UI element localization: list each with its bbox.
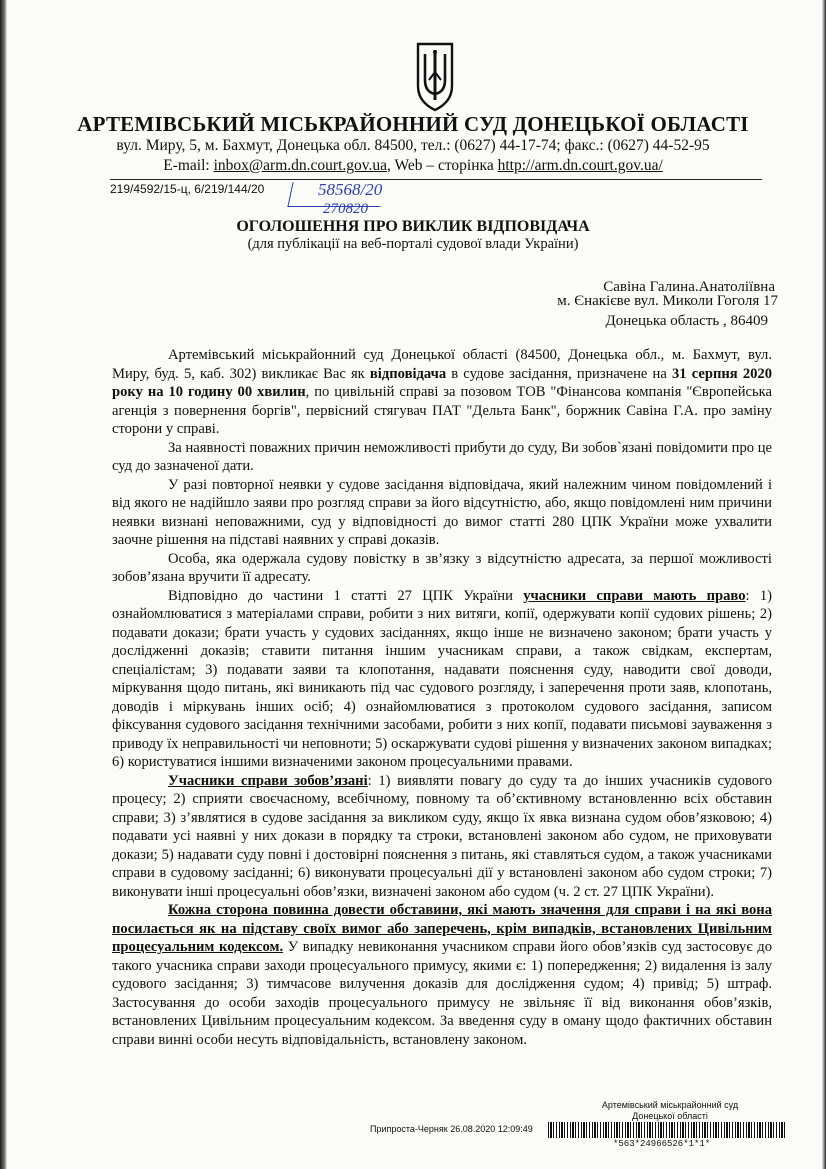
scan-edge-right	[822, 0, 826, 1169]
coat-of-arms-icon	[414, 40, 456, 112]
footer-court-line-2: Донецької області	[632, 1111, 708, 1121]
email-prefix: E-mail:	[163, 157, 214, 174]
handwritten-number: 58568/20	[318, 180, 383, 199]
barcode-image	[548, 1122, 786, 1138]
summons-text-3: , по цивільній справі за позовом ТОВ "Фінансова компанія "Європейська агенція з повернення боргів", первісний стягувач ПАТ "Дельта Банк", боржник Савіна Г.А. про заміну сторони у справі.	[112, 384, 772, 437]
court-name: АРТЕМІВСЬКИЙ МІСЬКРАЙОННИЙ СУД ДОНЕЦЬКОЇ ОБЛАСТІ	[77, 112, 749, 136]
coercion-measures: У випадку невиконання учасником справи його обов’язків суд застосовує до такого учасника справи заходи процесуального примусу, якими є: 1) попередження; 2) видалення із залу судового засідання; 3) тимчасове вилучення доказів для дослідження судом; 4) привід; 5) штраф. Застосування до особи заходів процесуального примусу не звільняє її від виконання обов’язків, встановлених Цивільним процесуальним кодексом. За введення суду в оману щодо фактичних обставин справи винні особи несуть відповідальність, встановлену законом.	[112, 939, 773, 1048]
paragraph-rights	[112, 587, 772, 772]
summons-role: відповідача	[369, 365, 447, 382]
paragraph-burden-of-proof	[112, 901, 772, 1049]
email-link[interactable]: inbox@arm.dn.court.gov.ua	[213, 157, 387, 174]
burden-of-proof-heading: Кожна сторона повинна довести обставини, які мають значення для справи і на які вона посилається як на підставу своїх вимог або заперечень, крім випадків, встановлених Цивільним процесуальним кодексом.	[112, 902, 772, 955]
case-reference-number: 219/4592/15-ц, 6/219/144/20	[110, 182, 265, 196]
court-contacts	[0, 157, 826, 175]
handwritten-date: 270820	[323, 201, 368, 217]
scan-edge-left	[0, 0, 7, 1169]
addressee-street: м. Єнакієве вул. Миколи Гоголя 17	[557, 293, 778, 309]
obligations-heading: Учасники справи зобов’язані	[168, 772, 368, 789]
addressee-name: Савіна Галина.Анатоліївна	[603, 279, 775, 295]
summons-text-2: в судове засідання, призначене на	[446, 365, 672, 382]
obligations-list: : 1) виявляти повагу до суду та до інших учасників судового процесу; 2) сприяти своєчасному, всебічному, повному та об’єктивному встановленню всіх обставин справи; 3) з’являтися в судове засідання за викликом суду, якщо їх явка визнана судом обов’язковою; 4) подавати усі наявні у них докази в порядку та строки, встановлені законом або судом, не приховувати докази; 5) надавати суду повні і достовірні пояснення з питань, які ставляться судом, а також учасниками справи в судовому засіданні; 6) виконувати процесуальні дії у встановлені законом або судом строки; 7) виконувати інші процесуальні обов’язки, визначені законом або судом (ч. 2 ст. 27 ЦПК України).	[112, 772, 773, 900]
summons-text: Артемівський міськрайонний суд Донецької області (84500, Донецька обл., м. Бахмут, вул. Миру, буд. 5, каб. 302) викликає Вас як	[112, 347, 772, 382]
rights-intro: Відповідно до частини 1 статті 27 ЦПК України	[168, 587, 524, 604]
rights-list: : 1) ознайомлюватися з матеріалами справи, робити з них витяги, копії, одержувати копії судових рішень; 2) подавати докази; брати участь у судових засіданнях, якщо інше не визначено законом; брати участь у дослідженні доказів; ставити питання іншим учасникам справи, а також свідкам, експертам, спеціалістам; 3) подавати заяви та клопотання, надавати пояснення суду, наводити свої доводи, міркування щодо питань, які виникають під час судового розгляду, і заперечення проти заяв, клопотань, доводів і міркувань інших осіб; 4) ознайомлюватися з протоколом судового засідання, записом фіксування судового засідання технічними засобами, робити з них копії, подавати письмові зауваження з приводу їх неправильності чи неповноти; 5) оскаржувати судові рішення у визначених законом випадках; 6) користуватися іншими визначеними законом процесуальними правами.	[112, 587, 773, 770]
hearing-date: 31 серпня 2020 року на 10 годину 00 хвилин	[112, 365, 773, 400]
header-divider	[110, 179, 762, 180]
footer-court-line-1: Артемівський міськрайонний суд	[601, 1100, 739, 1110]
court-address: вул. Миру, 5, м. Бахмут, Донецька обл. 84500, тел.: (0627) 44-17-74; факс.: (0627) 44-52-95	[116, 137, 710, 154]
paragraph-summons	[112, 346, 772, 439]
paragraph-delivery: Особа, яка одержала судову повістку в зв’язку з відсутністю адресата, за першої можливості зобов’язана вручити її адресату.	[112, 550, 772, 585]
paragraph-default-judgment: У разі повторної неявки у судове засідання відповідача, який належним чином повідомлений і від якого не надійшло заяви про розгляд справи за його відсутністю, або, якщо повідомлені ним причини неявки визнані неповажними, суд у відповідності до вимог статті 280 ЦПК України може ухвалити заочне рішення на підставі наявних у справі доказів.	[112, 476, 772, 548]
barcode-text: *563*24966526*1*1*	[613, 1139, 711, 1149]
notice-body	[112, 346, 772, 1049]
addressee-region: Донецька область , 86409	[605, 313, 768, 329]
web-link[interactable]: http://arm.dn.court.gov.ua/	[497, 157, 663, 174]
footer-court-name	[555, 1100, 785, 1122]
paragraph-notify: За наявності поважних причин неможливості прибути до суду, Ви зобов`язані повідомити про це суд до зазначеної дати.	[112, 439, 772, 474]
rights-heading: учасники справи мають право	[523, 587, 746, 604]
footer-registrar: Припроста-Черняк 26.08.2020 12:09:49	[370, 1124, 533, 1134]
paragraph-obligations	[112, 772, 772, 902]
document-title: ОГОЛОШЕННЯ ПРО ВИКЛИК ВІДПОВІДАЧА	[236, 218, 590, 235]
document-subtitle: (для публікації на веб-порталі судової влади України)	[247, 236, 579, 252]
web-prefix: , Web – сторінка	[387, 157, 498, 174]
